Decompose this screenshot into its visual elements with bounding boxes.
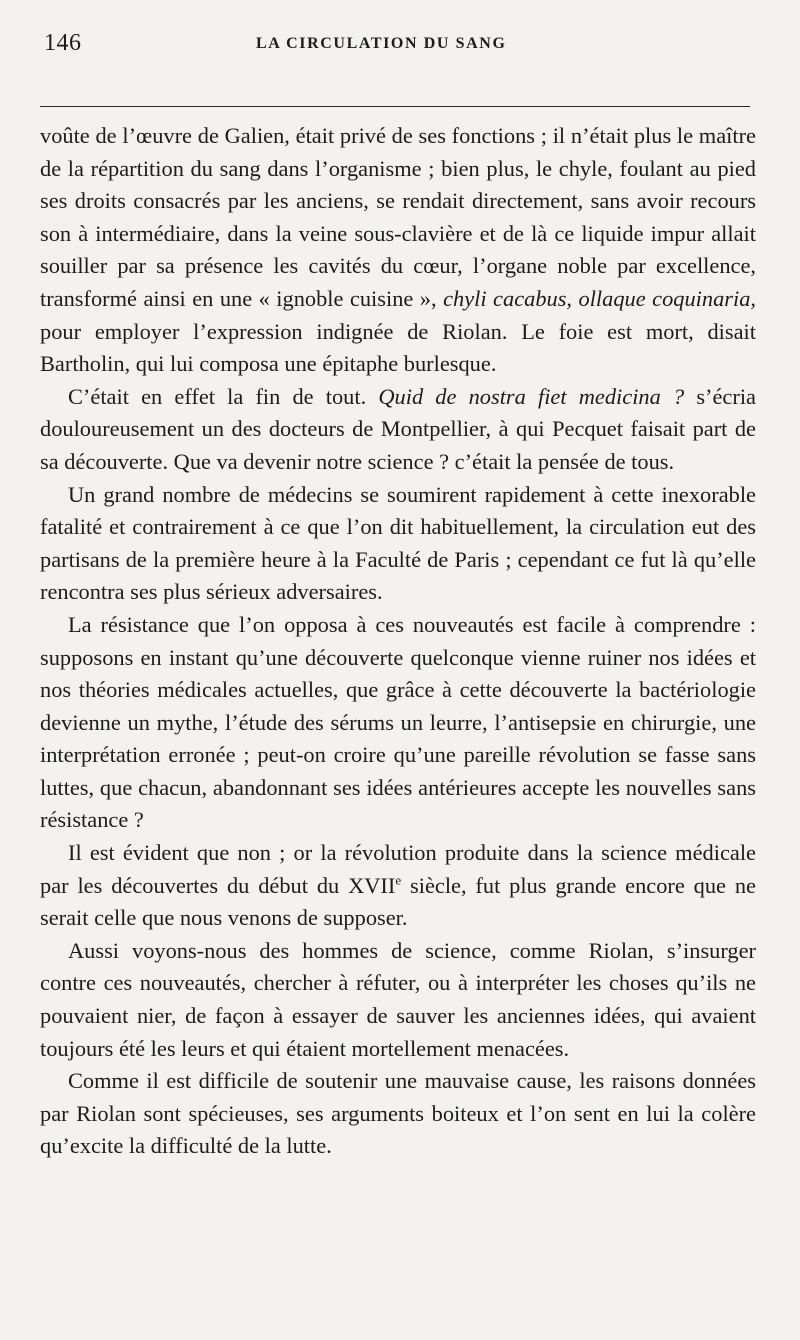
text-run: Comme il est difficile de soutenir une mauvaise cause, les raisons données par Riolan sont spécieuses, ses arguments boiteux et l’on sent en lui la colère qu’excite la difficulté de la lutte. [40,1068,756,1159]
text-run: C’était en effet la fin de tout. [68,383,379,409]
paragraph [40,1065,756,1163]
paragraph [40,837,756,935]
text-run: Un grand nombre de médecins se soumirent rapidement à cette inexorable fatalité et contrairement à ce que l’on dit habituellement, la circulation eut des partisans de la première heure à la Faculté de Paris ; cependant ce fut là qu’elle rencontra ses plus sérieux adversaires. [40,481,756,605]
paragraph [40,609,756,837]
text-run: Aussi voyons-nous des hommes de science, comme Riolan, s’insurger contre ces nouveautés, chercher à réfuter, ou à interpréter les choses qu’ils ne pouvaient nier, de façon à essayer de sauver les anciennes idées, qui avaient toujours été les leurs et qui étaient mortellement menacées. [40,937,756,1061]
text-run: s’écria douloureusement un des docteurs de Montpellier, à qui Pecquet faisait part de sa découverte. Que va devenir notre science ? c’était la pensée de tous. [40,383,756,474]
text-run: siècle, fut plus grande encore que ne serait celle que nous venons de supposer. [40,872,756,931]
text-run: voûte de l’œuvre de Galien, était privé de ses fonctions ; il n’était plus le maître de la répartition du sang dans l’organisme ; bien plus, le chyle, foulant au pied ses droits consacrés par les anciens, se rendait directement, sans avoir recours son à intermédiaire, dans la veine sous-clavière et de là ce liquide impur allait souiller par sa présence les cavités du cœur, l’organe noble par excellence, transformé ainsi en une « ignoble cuisine », [40,123,756,311]
superscript: e [395,872,402,888]
page-number: 146 [44,30,82,56]
paragraph [40,381,756,479]
italic-phrase: Quid de nostra fiet medicina ? [378,383,685,409]
italic-phrase: chyli cacabus, ollaque coquinaria, [443,285,756,311]
paragraph [40,935,756,1065]
running-title: LA CIRCULATION DU SANG [256,35,507,52]
header-rule [40,106,750,107]
page-header [40,30,758,62]
text-run: La résistance que l’on opposa à ces nouveautés est facile à comprendre : supposons en instant qu’une découverte quelconque vienne ruiner nos idées et nos théories médicales actuelles, que grâce à cette découverte la bactériologie devienne un mythe, l’étude des sérums un leurre, l’antisepsie en chirurgie, une interprétation erronée ; peut-on croire qu’une pareille révolution se fasse sans luttes, que chacun, abandonnant ses idées antérieures accepte les nouvelles sans résistance ? [40,611,756,833]
paragraph [40,120,756,381]
text-run: pour employer l’expression indignée de Riolan. Le foie est mort, disait Bartholin, qui lui composa une épitaphe burlesque. [40,318,756,377]
text-run: Il est évident que non ; or la révolution produite dans la science médicale par les découvertes du début du XVII [40,840,756,898]
paragraph [40,479,756,609]
body-text [40,120,756,1163]
